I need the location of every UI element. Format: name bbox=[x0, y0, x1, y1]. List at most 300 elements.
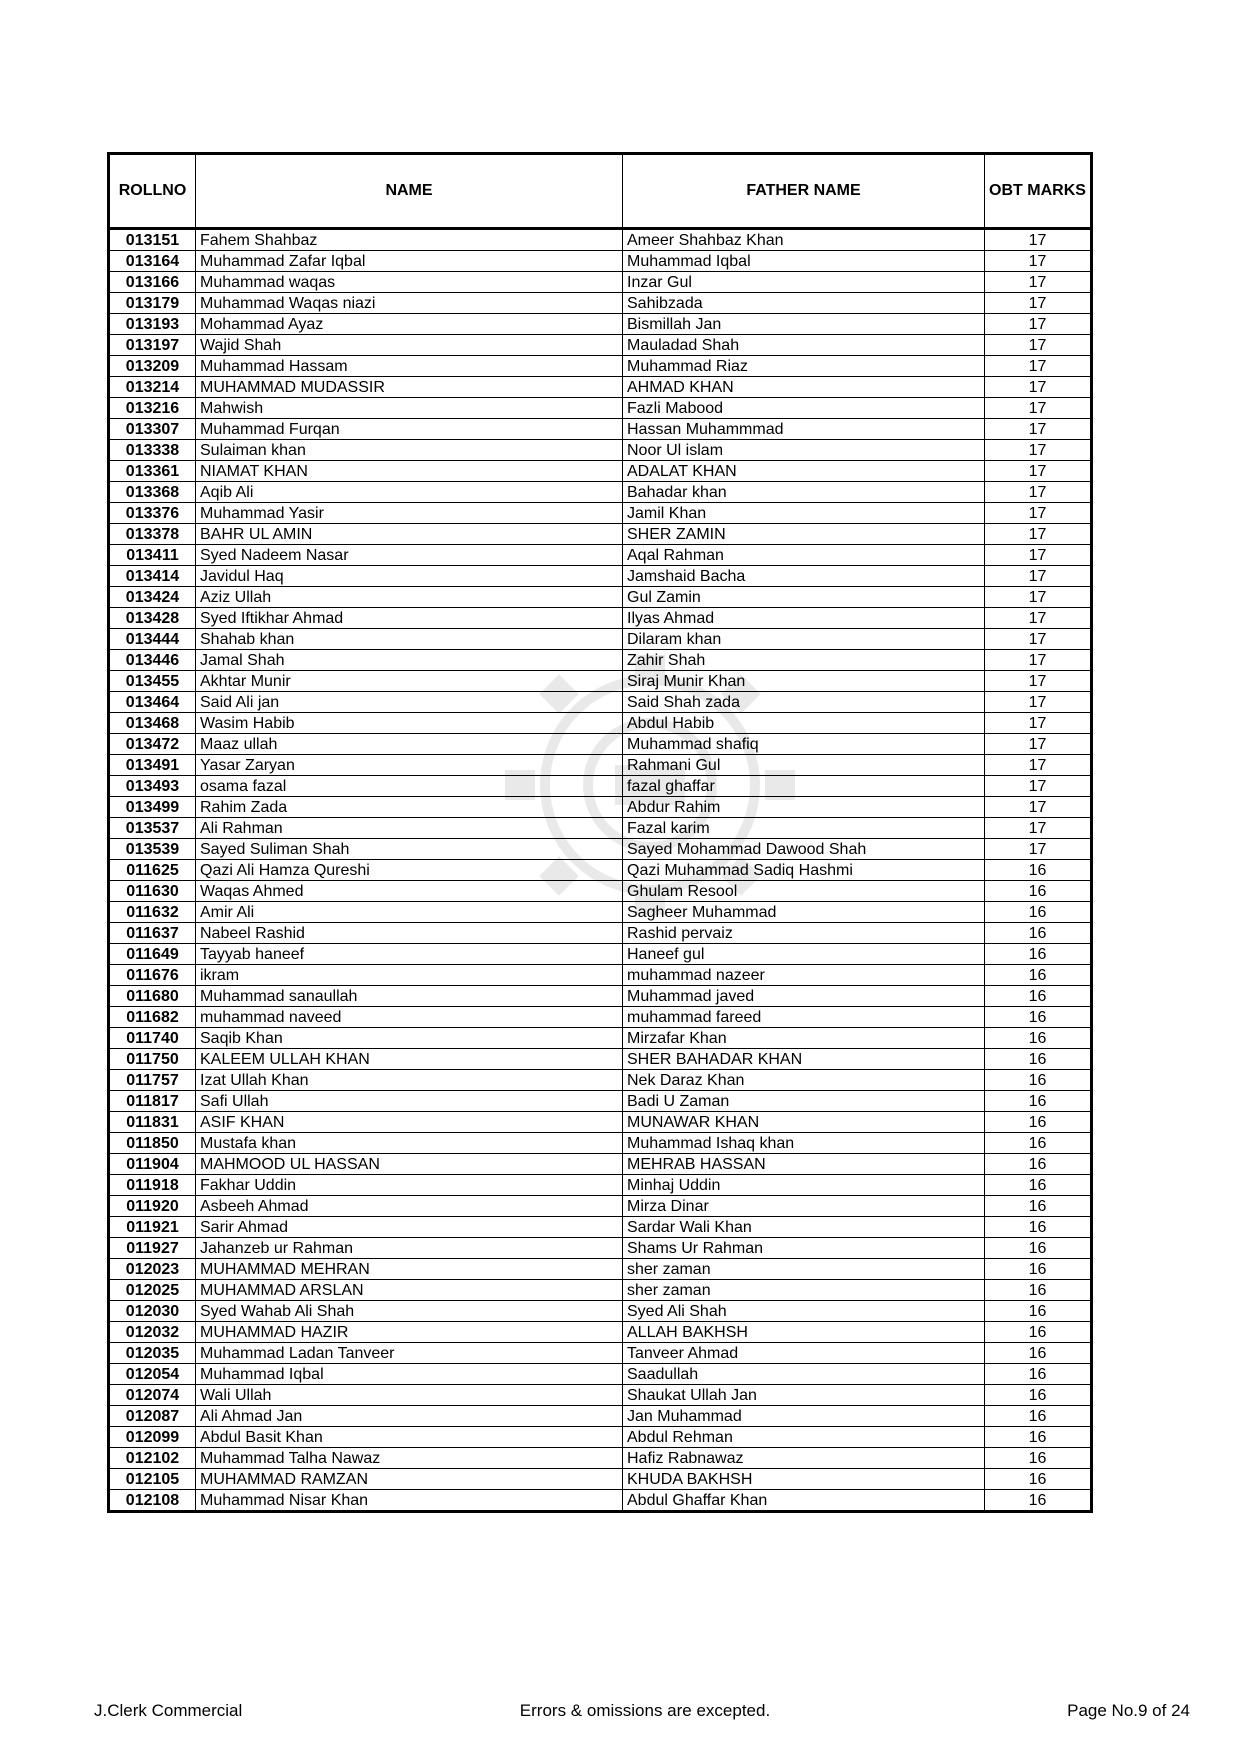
table-row bbox=[109, 314, 1092, 335]
table-row bbox=[109, 503, 1092, 524]
father-name-cell: Gul Zamin bbox=[623, 587, 985, 608]
father-name-cell: Sardar Wali Khan bbox=[623, 1217, 985, 1238]
roll-number-cell: 011740 bbox=[109, 1028, 196, 1049]
candidate-name-cell: Muhammad sanaullah bbox=[196, 986, 623, 1007]
obtained-marks-cell: 17 bbox=[985, 713, 1092, 734]
candidate-name-cell: KALEEM ULLAH KHAN bbox=[196, 1049, 623, 1070]
candidate-name-cell: osama fazal bbox=[196, 776, 623, 797]
roll-number-cell: 013361 bbox=[109, 461, 196, 482]
table-row bbox=[109, 1490, 1092, 1512]
table-row bbox=[109, 713, 1092, 734]
father-name-cell: Abdul Rehman bbox=[623, 1427, 985, 1448]
candidate-name-cell: Muhammad Ladan Tanveer bbox=[196, 1343, 623, 1364]
roll-number-cell: 011831 bbox=[109, 1112, 196, 1133]
obtained-marks-cell: 17 bbox=[985, 356, 1092, 377]
father-name-cell: sher zaman bbox=[623, 1280, 985, 1301]
father-name-cell: Bismillah Jan bbox=[623, 314, 985, 335]
obtained-marks-cell: 16 bbox=[985, 1217, 1092, 1238]
obtained-marks-cell: 16 bbox=[985, 860, 1092, 881]
father-name-cell: Minhaj Uddin bbox=[623, 1175, 985, 1196]
table-row bbox=[109, 1112, 1092, 1133]
father-name-cell: Ameer Shahbaz Khan bbox=[623, 229, 985, 251]
roll-number-cell: 012099 bbox=[109, 1427, 196, 1448]
obtained-marks-cell: 16 bbox=[985, 1133, 1092, 1154]
roll-number-cell: 011649 bbox=[109, 944, 196, 965]
father-name-cell: muhammad nazeer bbox=[623, 965, 985, 986]
obtained-marks-cell: 16 bbox=[985, 1175, 1092, 1196]
roll-number-cell: 011921 bbox=[109, 1217, 196, 1238]
roll-number-cell: 011682 bbox=[109, 1007, 196, 1028]
father-name-cell: KHUDA BAKHSH bbox=[623, 1469, 985, 1490]
father-name-cell: Qazi Muhammad Sadiq Hashmi bbox=[623, 860, 985, 881]
table-row bbox=[109, 839, 1092, 860]
father-name-cell: Saadullah bbox=[623, 1364, 985, 1385]
footer-office: J.Clerk Commercial bbox=[94, 1701, 243, 1720]
obtained-marks-cell: 17 bbox=[985, 755, 1092, 776]
roll-number-cell: 011630 bbox=[109, 881, 196, 902]
roll-number-cell: 011676 bbox=[109, 965, 196, 986]
candidate-name-cell: Maaz ullah bbox=[196, 734, 623, 755]
roll-number-cell: 013446 bbox=[109, 650, 196, 671]
header-obt-marks: OBT MARKS bbox=[985, 154, 1092, 229]
father-name-cell: Fazal karim bbox=[623, 818, 985, 839]
candidate-name-cell: Fahem Shahbaz bbox=[196, 229, 623, 251]
roll-number-cell: 011680 bbox=[109, 986, 196, 1007]
obtained-marks-cell: 17 bbox=[985, 419, 1092, 440]
obtained-marks-cell: 16 bbox=[985, 986, 1092, 1007]
father-name-cell: ALLAH BAKHSH bbox=[623, 1322, 985, 1343]
table-row bbox=[109, 1007, 1092, 1028]
father-name-cell: Jamshaid Bacha bbox=[623, 566, 985, 587]
obtained-marks-cell: 16 bbox=[985, 1196, 1092, 1217]
obtained-marks-cell: 17 bbox=[985, 461, 1092, 482]
roll-number-cell: 013499 bbox=[109, 797, 196, 818]
obtained-marks-cell: 16 bbox=[985, 1490, 1092, 1512]
obtained-marks-cell: 16 bbox=[985, 1427, 1092, 1448]
table-row bbox=[109, 1154, 1092, 1175]
roll-number-cell: 013151 bbox=[109, 229, 196, 251]
candidate-name-cell: Muhammad Waqas niazi bbox=[196, 293, 623, 314]
father-name-cell: AHMAD KHAN bbox=[623, 377, 985, 398]
candidate-name-cell: Waqas Ahmed bbox=[196, 881, 623, 902]
roll-number-cell: 013472 bbox=[109, 734, 196, 755]
candidate-name-cell: Aqib Ali bbox=[196, 482, 623, 503]
father-name-cell: fazal ghaffar bbox=[623, 776, 985, 797]
father-name-cell: Jan Muhammad bbox=[623, 1406, 985, 1427]
father-name-cell: Rashid pervaiz bbox=[623, 923, 985, 944]
obtained-marks-cell: 17 bbox=[985, 587, 1092, 608]
table-row bbox=[109, 524, 1092, 545]
father-name-cell: MUNAWAR KHAN bbox=[623, 1112, 985, 1133]
candidate-name-cell: Mustafa khan bbox=[196, 1133, 623, 1154]
candidate-name-cell: ikram bbox=[196, 965, 623, 986]
roll-number-cell: 013428 bbox=[109, 608, 196, 629]
obtained-marks-cell: 17 bbox=[985, 629, 1092, 650]
candidate-name-cell: Syed Nadeem Nasar bbox=[196, 545, 623, 566]
table-row bbox=[109, 1175, 1092, 1196]
table-row bbox=[109, 335, 1092, 356]
father-name-cell: Jamil Khan bbox=[623, 503, 985, 524]
roll-number-cell: 012030 bbox=[109, 1301, 196, 1322]
roll-number-cell: 013539 bbox=[109, 839, 196, 860]
table-row bbox=[109, 1259, 1092, 1280]
roll-number-cell: 011632 bbox=[109, 902, 196, 923]
table-row bbox=[109, 251, 1092, 272]
roll-number-cell: 011757 bbox=[109, 1070, 196, 1091]
obtained-marks-cell: 17 bbox=[985, 545, 1092, 566]
obtained-marks-cell: 16 bbox=[985, 1280, 1092, 1301]
table-row bbox=[109, 1070, 1092, 1091]
table-row bbox=[109, 629, 1092, 650]
candidate-name-cell: Jamal Shah bbox=[196, 650, 623, 671]
candidate-name-cell: Wali Ullah bbox=[196, 1385, 623, 1406]
obtained-marks-cell: 17 bbox=[985, 818, 1092, 839]
roll-number-cell: 012108 bbox=[109, 1490, 196, 1512]
obtained-marks-cell: 17 bbox=[985, 314, 1092, 335]
father-name-cell: Noor Ul islam bbox=[623, 440, 985, 461]
obtained-marks-cell: 16 bbox=[985, 1007, 1092, 1028]
candidate-name-cell: Muhammad Hassam bbox=[196, 356, 623, 377]
table-row bbox=[109, 818, 1092, 839]
table-row bbox=[109, 1301, 1092, 1322]
table-row bbox=[109, 1133, 1092, 1154]
table-row bbox=[109, 377, 1092, 398]
candidate-name-cell: Wajid Shah bbox=[196, 335, 623, 356]
roll-number-cell: 011850 bbox=[109, 1133, 196, 1154]
candidate-name-cell: Yasar Zaryan bbox=[196, 755, 623, 776]
candidate-name-cell: Muhammad Nisar Khan bbox=[196, 1490, 623, 1512]
candidate-name-cell: Sulaiman khan bbox=[196, 440, 623, 461]
father-name-cell: Bahadar khan bbox=[623, 482, 985, 503]
father-name-cell: sher zaman bbox=[623, 1259, 985, 1280]
obtained-marks-cell: 16 bbox=[985, 1091, 1092, 1112]
table-row bbox=[109, 1385, 1092, 1406]
table-row bbox=[109, 1364, 1092, 1385]
roll-number-cell: 013414 bbox=[109, 566, 196, 587]
obtained-marks-cell: 16 bbox=[985, 965, 1092, 986]
candidate-name-cell: Qazi Ali Hamza Qureshi bbox=[196, 860, 623, 881]
obtained-marks-cell: 17 bbox=[985, 650, 1092, 671]
candidate-name-cell: Izat Ullah Khan bbox=[196, 1070, 623, 1091]
obtained-marks-cell: 16 bbox=[985, 1154, 1092, 1175]
table-row bbox=[109, 1469, 1092, 1490]
obtained-marks-cell: 16 bbox=[985, 1112, 1092, 1133]
footer-page-number: Page No.9 of 24 bbox=[1067, 1701, 1190, 1720]
father-name-cell: muhammad fareed bbox=[623, 1007, 985, 1028]
table-row bbox=[109, 482, 1092, 503]
table-row bbox=[109, 797, 1092, 818]
candidate-name-cell: Muhammad Furqan bbox=[196, 419, 623, 440]
roll-number-cell: 011750 bbox=[109, 1049, 196, 1070]
table-row bbox=[109, 293, 1092, 314]
candidate-name-cell: Muhammad waqas bbox=[196, 272, 623, 293]
father-name-cell: Zahir Shah bbox=[623, 650, 985, 671]
obtained-marks-cell: 17 bbox=[985, 335, 1092, 356]
obtained-marks-cell: 16 bbox=[985, 1238, 1092, 1259]
obtained-marks-cell: 17 bbox=[985, 251, 1092, 272]
father-name-cell: Siraj Munir Khan bbox=[623, 671, 985, 692]
candidate-name-cell: MAHMOOD UL HASSAN bbox=[196, 1154, 623, 1175]
obtained-marks-cell: 16 bbox=[985, 923, 1092, 944]
candidate-name-cell: Abdul Basit Khan bbox=[196, 1427, 623, 1448]
candidate-name-cell: Rahim Zada bbox=[196, 797, 623, 818]
candidate-name-cell: Amir Ali bbox=[196, 902, 623, 923]
father-name-cell: Abdul Habib bbox=[623, 713, 985, 734]
father-name-cell: Dilaram khan bbox=[623, 629, 985, 650]
candidate-name-cell: Ali Ahmad Jan bbox=[196, 1406, 623, 1427]
obtained-marks-cell: 16 bbox=[985, 944, 1092, 965]
roll-number-cell: 012074 bbox=[109, 1385, 196, 1406]
father-name-cell: Shams Ur Rahman bbox=[623, 1238, 985, 1259]
candidate-name-cell: Asbeeh Ahmad bbox=[196, 1196, 623, 1217]
candidate-name-cell: Muhammad Yasir bbox=[196, 503, 623, 524]
candidate-name-cell: Sayed Suliman Shah bbox=[196, 839, 623, 860]
candidate-name-cell: BAHR UL AMIN bbox=[196, 524, 623, 545]
obtained-marks-cell: 17 bbox=[985, 524, 1092, 545]
roll-number-cell: 011920 bbox=[109, 1196, 196, 1217]
candidate-name-cell: MUHAMMAD MEHRAN bbox=[196, 1259, 623, 1280]
table-row bbox=[109, 650, 1092, 671]
obtained-marks-cell: 17 bbox=[985, 293, 1092, 314]
candidate-name-cell: MUHAMMAD MUDASSIR bbox=[196, 377, 623, 398]
table-row bbox=[109, 587, 1092, 608]
table-row bbox=[109, 461, 1092, 482]
table-row bbox=[109, 1322, 1092, 1343]
roll-number-cell: 013376 bbox=[109, 503, 196, 524]
table-row bbox=[109, 776, 1092, 797]
table-row bbox=[109, 923, 1092, 944]
table-row bbox=[109, 1217, 1092, 1238]
roll-number-cell: 011817 bbox=[109, 1091, 196, 1112]
obtained-marks-cell: 16 bbox=[985, 1469, 1092, 1490]
table-row bbox=[109, 1196, 1092, 1217]
candidate-name-cell: Sarir Ahmad bbox=[196, 1217, 623, 1238]
roll-number-cell: 012054 bbox=[109, 1364, 196, 1385]
table-row bbox=[109, 1280, 1092, 1301]
table-row bbox=[109, 1049, 1092, 1070]
roll-number-cell: 013537 bbox=[109, 818, 196, 839]
candidate-name-cell: ASIF KHAN bbox=[196, 1112, 623, 1133]
father-name-cell: ADALAT KHAN bbox=[623, 461, 985, 482]
candidate-name-cell: Ali Rahman bbox=[196, 818, 623, 839]
father-name-cell: SHER ZAMIN bbox=[623, 524, 985, 545]
candidate-name-cell: Said Ali jan bbox=[196, 692, 623, 713]
table-row bbox=[109, 860, 1092, 881]
table-row bbox=[109, 734, 1092, 755]
father-name-cell: Badi U Zaman bbox=[623, 1091, 985, 1112]
table-row bbox=[109, 440, 1092, 461]
table-row bbox=[109, 398, 1092, 419]
obtained-marks-cell: 16 bbox=[985, 1259, 1092, 1280]
candidate-name-cell: Wasim Habib bbox=[196, 713, 623, 734]
roll-number-cell: 013411 bbox=[109, 545, 196, 566]
father-name-cell: Sahibzada bbox=[623, 293, 985, 314]
candidate-name-cell: Syed Iftikhar Ahmad bbox=[196, 608, 623, 629]
father-name-cell: Muhammad Iqbal bbox=[623, 251, 985, 272]
table-row bbox=[109, 1238, 1092, 1259]
obtained-marks-cell: 17 bbox=[985, 482, 1092, 503]
roll-number-cell: 011637 bbox=[109, 923, 196, 944]
obtained-marks-cell: 17 bbox=[985, 229, 1092, 251]
father-name-cell: Inzar Gul bbox=[623, 272, 985, 293]
table-row bbox=[109, 1343, 1092, 1364]
roll-number-cell: 013378 bbox=[109, 524, 196, 545]
father-name-cell: Sagheer Muhammad bbox=[623, 902, 985, 923]
table-row bbox=[109, 986, 1092, 1007]
father-name-cell: Aqal Rahman bbox=[623, 545, 985, 566]
roll-number-cell: 012087 bbox=[109, 1406, 196, 1427]
roll-number-cell: 012102 bbox=[109, 1448, 196, 1469]
father-name-cell: Ghulam Resool bbox=[623, 881, 985, 902]
father-name-cell: Muhammad javed bbox=[623, 986, 985, 1007]
roll-number-cell: 012105 bbox=[109, 1469, 196, 1490]
roll-number-cell: 013216 bbox=[109, 398, 196, 419]
roll-number-cell: 011918 bbox=[109, 1175, 196, 1196]
obtained-marks-cell: 16 bbox=[985, 1364, 1092, 1385]
roll-number-cell: 012035 bbox=[109, 1343, 196, 1364]
obtained-marks-cell: 16 bbox=[985, 1028, 1092, 1049]
obtained-marks-cell: 17 bbox=[985, 398, 1092, 419]
footer-disclaimer: Errors & omissions are excepted. bbox=[519, 1701, 771, 1720]
father-name-cell: Hassan Muhammmad bbox=[623, 419, 985, 440]
candidate-name-cell: Safi Ullah bbox=[196, 1091, 623, 1112]
candidate-name-cell: MUHAMMAD ARSLAN bbox=[196, 1280, 623, 1301]
father-name-cell: Muhammad Ishaq khan bbox=[623, 1133, 985, 1154]
candidate-name-cell: Nabeel Rashid bbox=[196, 923, 623, 944]
table-body bbox=[109, 229, 1092, 1512]
table-row bbox=[109, 608, 1092, 629]
roll-number-cell: 013493 bbox=[109, 776, 196, 797]
roll-number-cell: 013444 bbox=[109, 629, 196, 650]
obtained-marks-cell: 16 bbox=[985, 1070, 1092, 1091]
obtained-marks-cell: 16 bbox=[985, 1301, 1092, 1322]
candidate-name-cell: Fakhar Uddin bbox=[196, 1175, 623, 1196]
obtained-marks-cell: 17 bbox=[985, 776, 1092, 797]
table-row bbox=[109, 881, 1092, 902]
father-name-cell: Haneef gul bbox=[623, 944, 985, 965]
table-row bbox=[109, 356, 1092, 377]
roll-number-cell: 013464 bbox=[109, 692, 196, 713]
obtained-marks-cell: 17 bbox=[985, 671, 1092, 692]
roll-number-cell: 013491 bbox=[109, 755, 196, 776]
roll-number-cell: 013307 bbox=[109, 419, 196, 440]
father-name-cell: Mirzafar Khan bbox=[623, 1028, 985, 1049]
obtained-marks-cell: 17 bbox=[985, 377, 1092, 398]
father-name-cell: Tanveer Ahmad bbox=[623, 1343, 985, 1364]
table-row bbox=[109, 944, 1092, 965]
candidate-name-cell: Muhammad Iqbal bbox=[196, 1364, 623, 1385]
obtained-marks-cell: 17 bbox=[985, 608, 1092, 629]
table-row bbox=[109, 545, 1092, 566]
father-name-cell: Hafiz Rabnawaz bbox=[623, 1448, 985, 1469]
obtained-marks-cell: 17 bbox=[985, 503, 1092, 524]
candidate-name-cell: MUHAMMAD RAMZAN bbox=[196, 1469, 623, 1490]
candidate-name-cell: Mahwish bbox=[196, 398, 623, 419]
table-row bbox=[109, 1448, 1092, 1469]
table-header bbox=[109, 154, 1092, 229]
father-name-cell: Nek Daraz Khan bbox=[623, 1070, 985, 1091]
table-row bbox=[109, 965, 1092, 986]
candidate-name-cell: Mohammad Ayaz bbox=[196, 314, 623, 335]
roll-number-cell: 013214 bbox=[109, 377, 196, 398]
table-row bbox=[109, 419, 1092, 440]
obtained-marks-cell: 17 bbox=[985, 839, 1092, 860]
father-name-cell: Mauladad Shah bbox=[623, 335, 985, 356]
father-name-cell: Fazli Mabood bbox=[623, 398, 985, 419]
candidate-name-cell: Muhammad Zafar Iqbal bbox=[196, 251, 623, 272]
table-row bbox=[109, 272, 1092, 293]
roll-number-cell: 013164 bbox=[109, 251, 196, 272]
obtained-marks-cell: 17 bbox=[985, 797, 1092, 818]
roll-number-cell: 013455 bbox=[109, 671, 196, 692]
candidate-name-cell: Tayyab haneef bbox=[196, 944, 623, 965]
father-name-cell: Muhammad shafiq bbox=[623, 734, 985, 755]
table-row bbox=[109, 1091, 1092, 1112]
roll-number-cell: 012032 bbox=[109, 1322, 196, 1343]
table-row bbox=[109, 566, 1092, 587]
table-row bbox=[109, 229, 1092, 251]
obtained-marks-cell: 17 bbox=[985, 692, 1092, 713]
roll-number-cell: 013368 bbox=[109, 482, 196, 503]
father-name-cell: Syed Ali Shah bbox=[623, 1301, 985, 1322]
candidate-name-cell: Muhammad Talha Nawaz bbox=[196, 1448, 623, 1469]
candidate-name-cell: Aziz Ullah bbox=[196, 587, 623, 608]
obtained-marks-cell: 17 bbox=[985, 566, 1092, 587]
table-row bbox=[109, 671, 1092, 692]
father-name-cell: Muhammad Riaz bbox=[623, 356, 985, 377]
candidate-name-cell: Saqib Khan bbox=[196, 1028, 623, 1049]
obtained-marks-cell: 16 bbox=[985, 1385, 1092, 1406]
obtained-marks-cell: 16 bbox=[985, 1448, 1092, 1469]
obtained-marks-cell: 17 bbox=[985, 272, 1092, 293]
obtained-marks-cell: 17 bbox=[985, 734, 1092, 755]
obtained-marks-cell: 16 bbox=[985, 881, 1092, 902]
candidate-name-cell: Shahab khan bbox=[196, 629, 623, 650]
table-row bbox=[109, 755, 1092, 776]
table-row bbox=[109, 1406, 1092, 1427]
obtained-marks-cell: 16 bbox=[985, 1322, 1092, 1343]
roll-number-cell: 013197 bbox=[109, 335, 196, 356]
roll-number-cell: 011904 bbox=[109, 1154, 196, 1175]
father-name-cell: SHER BAHADAR KHAN bbox=[623, 1049, 985, 1070]
obtained-marks-cell: 16 bbox=[985, 902, 1092, 923]
father-name-cell: Rahmani Gul bbox=[623, 755, 985, 776]
roll-number-cell: 013424 bbox=[109, 587, 196, 608]
header-father-name: FATHER NAME bbox=[623, 154, 985, 229]
table-row bbox=[109, 1427, 1092, 1448]
roll-number-cell: 013193 bbox=[109, 314, 196, 335]
father-name-cell: Abdur Rahim bbox=[623, 797, 985, 818]
header-name: NAME bbox=[196, 154, 623, 229]
roll-number-cell: 011625 bbox=[109, 860, 196, 881]
roll-number-cell: 013209 bbox=[109, 356, 196, 377]
table-row bbox=[109, 902, 1092, 923]
obtained-marks-cell: 17 bbox=[985, 440, 1092, 461]
results-table bbox=[107, 152, 1093, 1513]
candidate-name-cell: Akhtar Munir bbox=[196, 671, 623, 692]
table-row bbox=[109, 692, 1092, 713]
obtained-marks-cell: 16 bbox=[985, 1406, 1092, 1427]
obtained-marks-cell: 16 bbox=[985, 1049, 1092, 1070]
header-rollno: ROLLNO bbox=[109, 154, 196, 229]
father-name-cell: Abdul Ghaffar Khan bbox=[623, 1490, 985, 1512]
father-name-cell: Ilyas Ahmad bbox=[623, 608, 985, 629]
candidate-name-cell: muhammad naveed bbox=[196, 1007, 623, 1028]
father-name-cell: Shaukat Ullah Jan bbox=[623, 1385, 985, 1406]
roll-number-cell: 013179 bbox=[109, 293, 196, 314]
candidate-name-cell: Syed Wahab Ali Shah bbox=[196, 1301, 623, 1322]
candidate-name-cell: MUHAMMAD HAZIR bbox=[196, 1322, 623, 1343]
